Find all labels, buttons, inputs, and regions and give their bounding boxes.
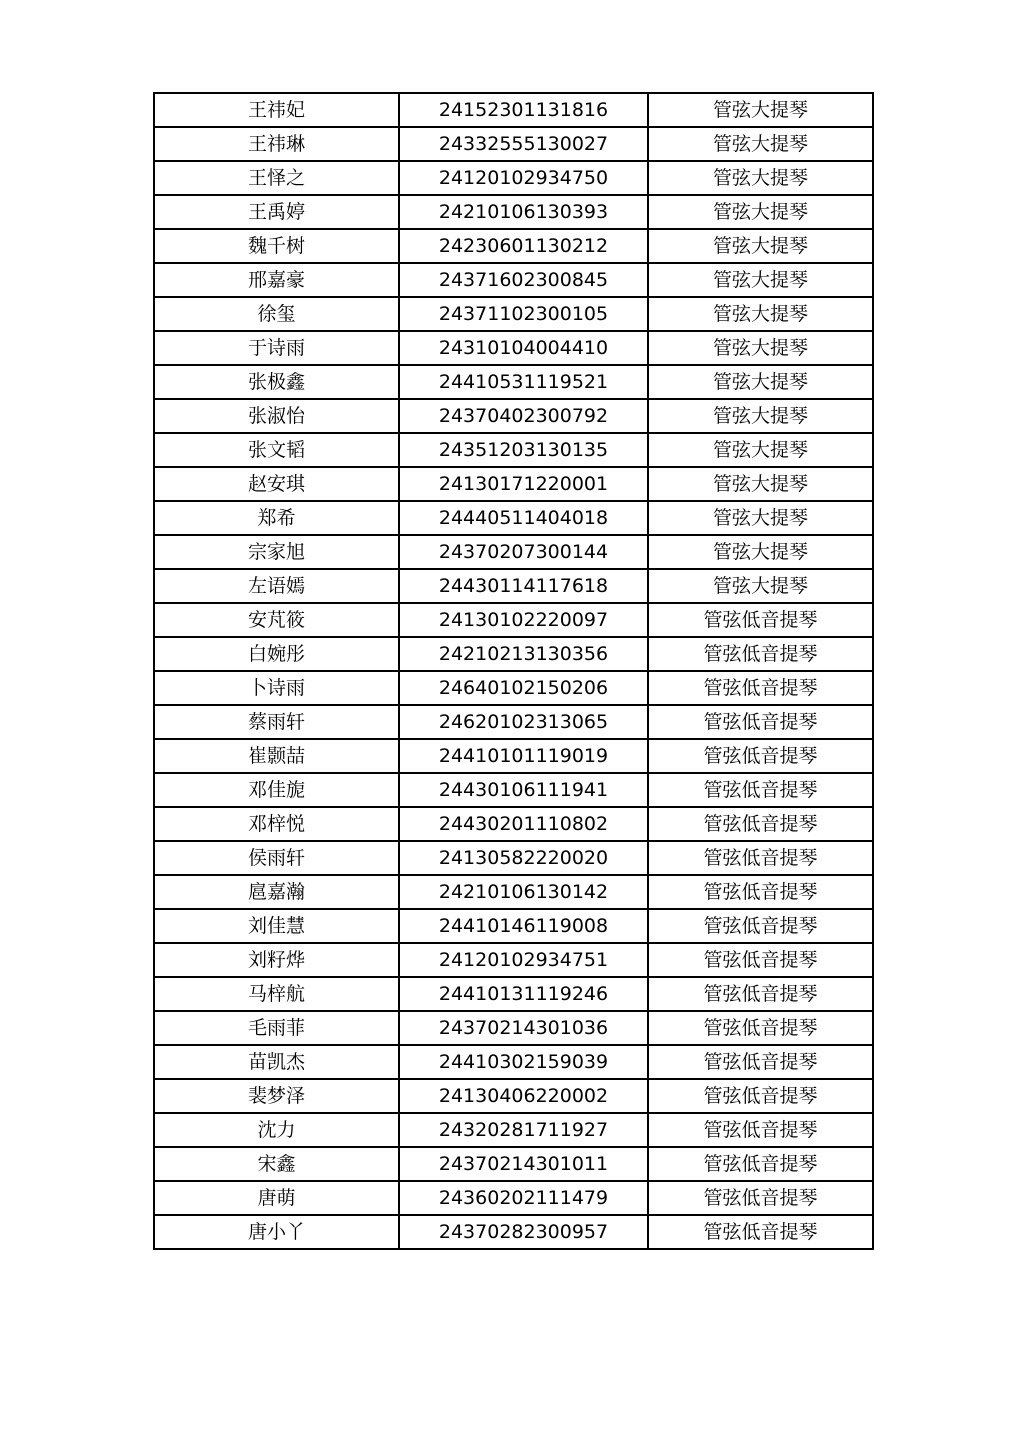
major-cell: 管弦大提琴 <box>648 127 873 161</box>
table-row <box>154 637 873 671</box>
candidate-name-cell: 郑希 <box>154 501 399 535</box>
exam-number-cell: 24370214301036 <box>399 1011 648 1045</box>
table-row <box>154 229 873 263</box>
candidate-name-cell: 蔡雨轩 <box>154 705 399 739</box>
candidate-name-cell: 崔颢喆 <box>154 739 399 773</box>
candidate-name-cell: 马梓航 <box>154 977 399 1011</box>
major-cell: 管弦低音提琴 <box>648 1147 873 1181</box>
candidate-name-cell: 苗凯杰 <box>154 1045 399 1079</box>
table-row <box>154 93 873 127</box>
exam-number-cell: 24230601130212 <box>399 229 648 263</box>
exam-number-cell: 24360202111479 <box>399 1181 648 1215</box>
exam-number-cell: 24130582220020 <box>399 841 648 875</box>
major-cell: 管弦大提琴 <box>648 501 873 535</box>
exam-number-cell: 24440511404018 <box>399 501 648 535</box>
major-cell: 管弦大提琴 <box>648 297 873 331</box>
candidate-name-cell: 毛雨菲 <box>154 1011 399 1045</box>
exam-number-cell: 24430201110802 <box>399 807 648 841</box>
major-cell: 管弦大提琴 <box>648 229 873 263</box>
table-row <box>154 739 873 773</box>
candidate-name-cell: 张极鑫 <box>154 365 399 399</box>
exam-number-cell: 24130406220002 <box>399 1079 648 1113</box>
table-row <box>154 671 873 705</box>
table-row <box>154 807 873 841</box>
candidate-name-cell: 邓梓悦 <box>154 807 399 841</box>
candidate-name-cell: 裴梦泽 <box>154 1079 399 1113</box>
candidate-name-cell: 安芃筱 <box>154 603 399 637</box>
major-cell: 管弦大提琴 <box>648 365 873 399</box>
exam-number-cell: 24210106130142 <box>399 875 648 909</box>
table-row <box>154 1181 873 1215</box>
table-row <box>154 1045 873 1079</box>
exam-number-cell: 24130171220001 <box>399 467 648 501</box>
table-row <box>154 433 873 467</box>
candidate-name-cell: 扈嘉瀚 <box>154 875 399 909</box>
major-cell: 管弦低音提琴 <box>648 1113 873 1147</box>
major-cell: 管弦低音提琴 <box>648 603 873 637</box>
table-row <box>154 535 873 569</box>
exam-number-cell: 24120102934750 <box>399 161 648 195</box>
major-cell: 管弦大提琴 <box>648 535 873 569</box>
major-cell: 管弦低音提琴 <box>648 1045 873 1079</box>
major-cell: 管弦低音提琴 <box>648 1215 873 1249</box>
exam-number-cell: 24410302159039 <box>399 1045 648 1079</box>
candidate-name-cell: 卜诗雨 <box>154 671 399 705</box>
candidate-name-cell: 徐玺 <box>154 297 399 331</box>
exam-number-cell: 24370207300144 <box>399 535 648 569</box>
candidate-name-cell: 魏千树 <box>154 229 399 263</box>
table-row <box>154 875 873 909</box>
major-cell: 管弦大提琴 <box>648 399 873 433</box>
exam-number-cell: 24620102313065 <box>399 705 648 739</box>
table-row <box>154 467 873 501</box>
candidate-name-cell: 张淑怡 <box>154 399 399 433</box>
candidate-name-cell: 赵安琪 <box>154 467 399 501</box>
major-cell: 管弦大提琴 <box>648 467 873 501</box>
major-cell: 管弦低音提琴 <box>648 943 873 977</box>
exam-number-cell: 24410131119246 <box>399 977 648 1011</box>
exam-number-cell: 24370402300792 <box>399 399 648 433</box>
candidate-name-cell: 宗家旭 <box>154 535 399 569</box>
exam-number-cell: 24410531119521 <box>399 365 648 399</box>
major-cell: 管弦大提琴 <box>648 433 873 467</box>
candidate-name-cell: 于诗雨 <box>154 331 399 365</box>
table-row <box>154 161 873 195</box>
exam-number-cell: 24371602300845 <box>399 263 648 297</box>
exam-number-cell: 24430114117618 <box>399 569 648 603</box>
exam-number-cell: 24370214301011 <box>399 1147 648 1181</box>
table-row <box>154 909 873 943</box>
table-row <box>154 501 873 535</box>
major-cell: 管弦低音提琴 <box>648 977 873 1011</box>
candidate-name-cell: 王禹婷 <box>154 195 399 229</box>
exam-number-cell: 24210106130393 <box>399 195 648 229</box>
exam-number-cell: 24640102150206 <box>399 671 648 705</box>
table-row <box>154 569 873 603</box>
table-row <box>154 977 873 1011</box>
exam-number-cell: 24371102300105 <box>399 297 648 331</box>
major-cell: 管弦低音提琴 <box>648 909 873 943</box>
table-row <box>154 705 873 739</box>
table-row <box>154 195 873 229</box>
table-row <box>154 127 873 161</box>
table-row <box>154 841 873 875</box>
exam-number-cell: 24310104004410 <box>399 331 648 365</box>
major-cell: 管弦低音提琴 <box>648 773 873 807</box>
major-cell: 管弦低音提琴 <box>648 705 873 739</box>
exam-number-cell: 24120102934751 <box>399 943 648 977</box>
candidate-name-cell: 沈力 <box>154 1113 399 1147</box>
table-row <box>154 1079 873 1113</box>
major-cell: 管弦低音提琴 <box>648 875 873 909</box>
major-cell: 管弦低音提琴 <box>648 1011 873 1045</box>
exam-number-cell: 24130102220097 <box>399 603 648 637</box>
table-row <box>154 1147 873 1181</box>
table-row <box>154 1113 873 1147</box>
exam-number-cell: 24430106111941 <box>399 773 648 807</box>
table-row <box>154 263 873 297</box>
candidate-name-cell: 唐萌 <box>154 1181 399 1215</box>
table-row <box>154 365 873 399</box>
table-row <box>154 331 873 365</box>
exam-number-cell: 24410146119008 <box>399 909 648 943</box>
major-cell: 管弦大提琴 <box>648 93 873 127</box>
table-row <box>154 773 873 807</box>
table-row <box>154 943 873 977</box>
major-cell: 管弦低音提琴 <box>648 637 873 671</box>
major-cell: 管弦大提琴 <box>648 263 873 297</box>
major-cell: 管弦大提琴 <box>648 195 873 229</box>
candidate-name-cell: 王祎妃 <box>154 93 399 127</box>
table-row <box>154 1011 873 1045</box>
exam-number-cell: 24210213130356 <box>399 637 648 671</box>
major-cell: 管弦低音提琴 <box>648 1079 873 1113</box>
major-cell: 管弦低音提琴 <box>648 739 873 773</box>
exam-number-cell: 24370282300957 <box>399 1215 648 1249</box>
candidate-name-cell: 宋鑫 <box>154 1147 399 1181</box>
candidate-name-cell: 刘佳慧 <box>154 909 399 943</box>
table-row <box>154 603 873 637</box>
candidate-name-cell: 邓佳旎 <box>154 773 399 807</box>
major-cell: 管弦大提琴 <box>648 569 873 603</box>
candidate-name-cell: 白婉彤 <box>154 637 399 671</box>
candidate-name-cell: 邢嘉豪 <box>154 263 399 297</box>
exam-number-cell: 24351203130135 <box>399 433 648 467</box>
exam-number-cell: 24410101119019 <box>399 739 648 773</box>
candidate-name-cell: 王怿之 <box>154 161 399 195</box>
table-row <box>154 399 873 433</box>
roster-table <box>153 92 874 1250</box>
candidate-name-cell: 王祎琳 <box>154 127 399 161</box>
candidate-name-cell: 左语嫣 <box>154 569 399 603</box>
candidate-name-cell: 张文韬 <box>154 433 399 467</box>
table-row <box>154 1215 873 1249</box>
major-cell: 管弦低音提琴 <box>648 807 873 841</box>
exam-number-cell: 24332555130027 <box>399 127 648 161</box>
exam-number-cell: 24152301131816 <box>399 93 648 127</box>
major-cell: 管弦大提琴 <box>648 331 873 365</box>
table-row <box>154 297 873 331</box>
candidate-name-cell: 唐小丫 <box>154 1215 399 1249</box>
major-cell: 管弦大提琴 <box>648 161 873 195</box>
major-cell: 管弦低音提琴 <box>648 1181 873 1215</box>
candidate-name-cell: 侯雨轩 <box>154 841 399 875</box>
roster-table-body <box>154 93 873 1249</box>
major-cell: 管弦低音提琴 <box>648 841 873 875</box>
major-cell: 管弦低音提琴 <box>648 671 873 705</box>
exam-number-cell: 24320281711927 <box>399 1113 648 1147</box>
candidate-name-cell: 刘籽烨 <box>154 943 399 977</box>
